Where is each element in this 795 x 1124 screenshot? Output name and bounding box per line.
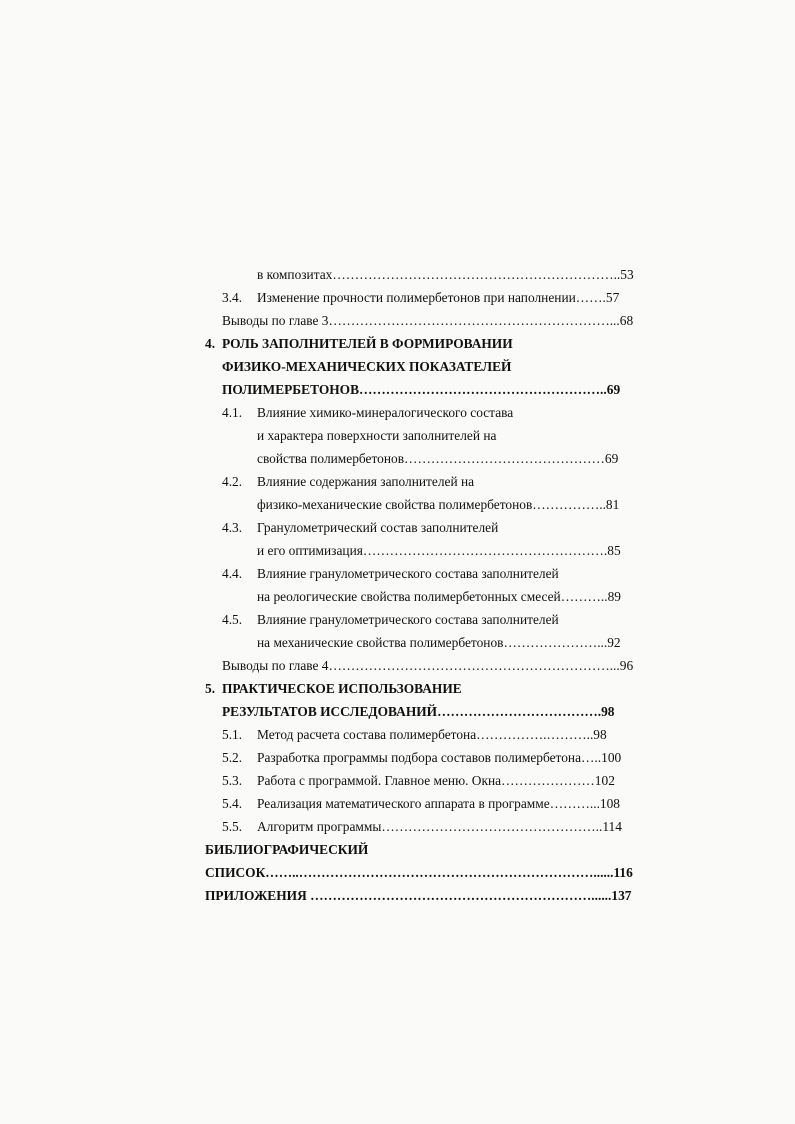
- toc-entry-text: Метод расчета состава полимербетона…………….………..98: [257, 727, 607, 742]
- toc-entry-number: 3.4.: [222, 290, 243, 305]
- toc-entry-text: Реализация математического аппарата в программе………...108: [257, 796, 620, 811]
- toc-entry-text: Влияние гранулометрического состава заполнителей: [257, 612, 559, 627]
- toc-entry-number: 4.1.: [222, 405, 243, 420]
- toc-entry-text: БИБЛИОГРАФИЧЕСКИЙ: [205, 842, 369, 857]
- toc-entry-text: физико-механические свойства полимербетонов……………..81: [257, 497, 620, 512]
- toc-entry-text: Влияние химико-минералогического состава: [257, 405, 514, 420]
- toc-entry-text: ФИЗИКО-МЕХАНИЧЕСКИХ ПОКАЗАТЕЛЕЙ: [222, 359, 512, 374]
- toc-entry-number: 4.3.: [222, 520, 243, 535]
- toc-entry-number: 5.2.: [222, 750, 243, 765]
- toc-entry-number: 5.4.: [222, 796, 243, 811]
- toc-entry-text: Изменение прочности полимербетонов при наполнении…….57: [257, 290, 620, 305]
- toc-entry-text: Алгоритм программы…………………………………………..114: [257, 819, 622, 834]
- toc-entry-number: 5.5.: [222, 819, 243, 834]
- toc-entry-number: 4.: [205, 336, 216, 351]
- toc-entry-text: свойства полимербетонов………………………………………69: [257, 451, 619, 466]
- toc-entry-text: ПРАКТИЧЕСКОЕ ИСПОЛЬЗОВАНИЕ: [222, 681, 462, 696]
- toc-entry-text: на реологические свойства полимербетонных смесей………..89: [257, 589, 621, 604]
- toc-entry-text: Разработка программы подбора составов полимербетона…..100: [257, 750, 622, 765]
- toc-entry-text: РЕЗУЛЬТАТОВ ИССЛЕДОВАНИЙ……………………………….98: [222, 704, 615, 719]
- toc-entry-number: 4.5.: [222, 612, 243, 627]
- toc-entry-number: 4.2.: [222, 474, 243, 489]
- toc-entry-number: 5.: [205, 681, 216, 696]
- toc-entry-text: СПИСОК……..…………………………………………………………......116: [205, 865, 633, 880]
- toc-entry-text: и его оптимизация……………………………………………….85: [257, 543, 621, 558]
- toc-entry-text: Влияние содержания заполнителей на: [257, 474, 475, 489]
- toc-entry-number: 4.4.: [222, 566, 243, 581]
- toc-entry-text: в композитах………………………………………………………..53: [257, 267, 634, 282]
- toc-entry-text: Выводы по главе 4………………………………………………………...96: [222, 658, 634, 673]
- toc-entry-text: и характера поверхности заполнителей на: [257, 428, 497, 443]
- toc-entry-number: 5.3.: [222, 773, 243, 788]
- toc-entry-text: Работа с программой. Главное меню. Окна…………………102: [257, 773, 615, 788]
- toc-entry-text: на механические свойства полимербетонов…………………...92: [257, 635, 621, 650]
- toc-entry-text: Гранулометрический состав заполнителей: [257, 520, 499, 535]
- toc-entry-number: 5.1.: [222, 727, 243, 742]
- toc-entry-text: Влияние гранулометрического состава заполнителей: [257, 566, 559, 581]
- toc-entry-text: Выводы по главе 3………………………………………………………...68: [222, 313, 634, 328]
- toc-entry-text: ПОЛИМЕРБЕТОНОВ………………………………………………..69: [222, 382, 621, 397]
- toc-entry-text: ПРИЛОЖЕНИЯ ………………………………………………………......137: [205, 888, 632, 903]
- toc-entry-text: РОЛЬ ЗАПОЛНИТЕЛЕЙ В ФОРМИРОВАНИИ: [222, 336, 513, 351]
